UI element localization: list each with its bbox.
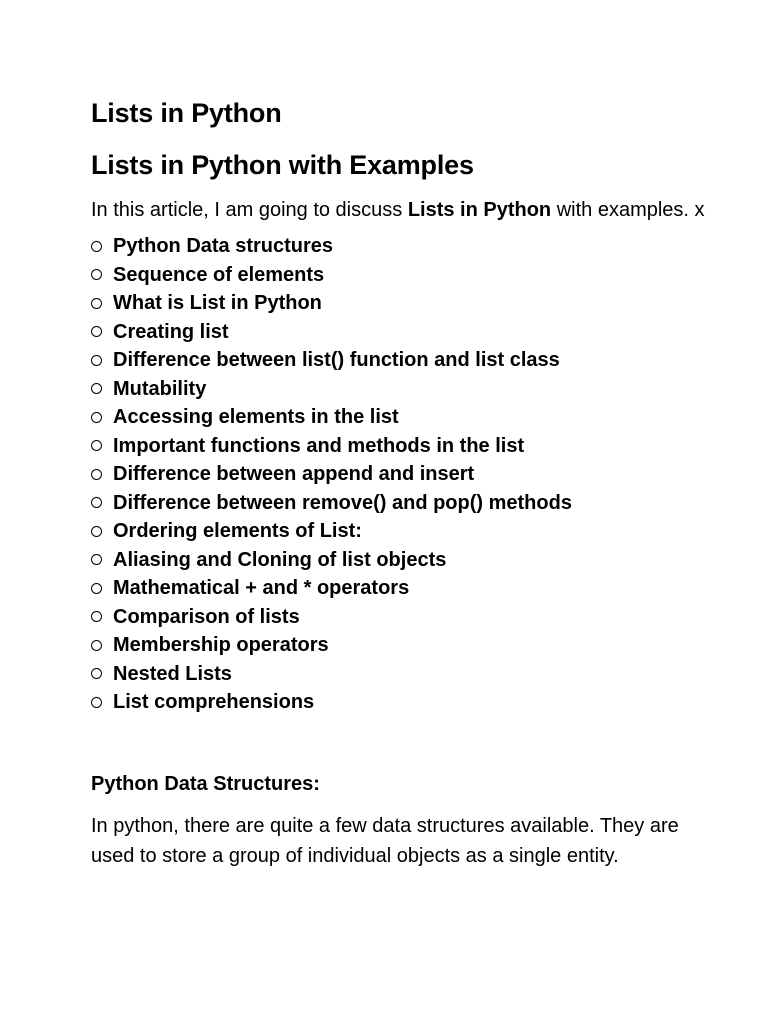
list-item-label: Comparison of lists bbox=[113, 605, 300, 628]
bullet-icon bbox=[91, 640, 102, 651]
list-item bbox=[91, 375, 711, 404]
intro-text-before: In this article, I am going to discuss bbox=[91, 199, 408, 221]
list-item-label: Python Data structures bbox=[113, 235, 334, 257]
list-item bbox=[91, 546, 711, 575]
list-item-label: Creating list bbox=[113, 320, 229, 343]
list-item-label: Nested Lists bbox=[113, 662, 232, 685]
intro-paragraph bbox=[91, 196, 711, 225]
list-item bbox=[91, 489, 711, 518]
list-item bbox=[91, 232, 711, 261]
list-item bbox=[91, 460, 711, 489]
bullet-icon bbox=[91, 298, 102, 309]
list-item-label: Difference between remove() and pop() methods bbox=[113, 491, 572, 514]
list-item bbox=[91, 318, 711, 347]
bullet-icon bbox=[91, 611, 102, 622]
list-item bbox=[91, 660, 711, 689]
list-item bbox=[91, 432, 711, 461]
list-item bbox=[91, 403, 711, 432]
list-item-label: What is List in Python bbox=[113, 292, 322, 314]
bullet-icon bbox=[91, 326, 102, 337]
intro-bold-text: Lists in Python bbox=[407, 199, 552, 221]
list-item-label: Membership operators bbox=[113, 634, 329, 656]
list-item-label: Mutability bbox=[113, 377, 207, 400]
document-content bbox=[91, 92, 711, 871]
list-item bbox=[91, 603, 711, 632]
list-item bbox=[91, 631, 711, 660]
bullet-icon bbox=[91, 668, 102, 679]
list-item bbox=[91, 346, 711, 375]
list-item-label: Sequence of elements bbox=[113, 263, 325, 286]
list-item bbox=[91, 289, 711, 318]
bullet-icon bbox=[91, 241, 102, 252]
list-item-label: List comprehensions bbox=[113, 691, 315, 713]
list-item-label: Important functions and methods in the list bbox=[113, 434, 525, 457]
list-item bbox=[91, 517, 711, 546]
bullet-icon bbox=[91, 697, 102, 708]
section-paragraph: In python, there are quite a few data structures available. They are used to store a group of individual objects as a single entity. bbox=[91, 814, 679, 867]
list-item bbox=[91, 574, 711, 603]
list-item bbox=[91, 688, 711, 717]
bullet-icon bbox=[91, 554, 102, 565]
bullet-icon bbox=[91, 269, 102, 280]
bullet-icon bbox=[91, 412, 102, 423]
section-heading: Python Data Structures: bbox=[91, 772, 320, 795]
list-item-label: Accessing elements in the list bbox=[113, 406, 399, 428]
list-item-label: Ordering elements of List: bbox=[113, 520, 362, 542]
topics-list bbox=[91, 232, 711, 717]
list-item-label: Difference between append and insert bbox=[113, 463, 475, 485]
bullet-icon bbox=[91, 355, 102, 366]
bullet-icon bbox=[91, 583, 102, 594]
bullet-icon bbox=[91, 440, 102, 451]
page-title: Lists in Python bbox=[91, 98, 282, 128]
list-item-label: Difference between list() function and list class bbox=[113, 349, 560, 371]
bullet-icon bbox=[91, 526, 102, 537]
bullet-icon bbox=[91, 497, 102, 508]
bullet-icon bbox=[91, 469, 102, 480]
bullet-icon bbox=[91, 383, 102, 394]
list-item-label: Aliasing and Cloning of list objects bbox=[113, 548, 447, 571]
list-item-label: Mathematical + and * operators bbox=[113, 577, 410, 599]
article-title: Lists in Python with Examples bbox=[91, 150, 474, 180]
intro-text-after: with examples. x bbox=[551, 199, 705, 221]
list-item bbox=[91, 261, 711, 290]
